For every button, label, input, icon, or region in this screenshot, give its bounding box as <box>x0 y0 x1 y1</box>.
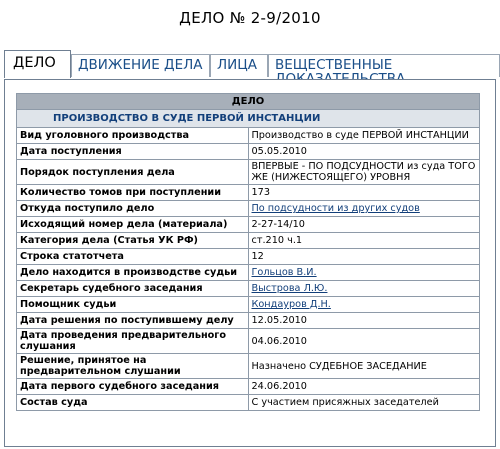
tab-material-evidence[interactable]: ВЕЩЕСТВЕННЫЕ <box>268 54 500 77</box>
row-value <box>248 265 480 281</box>
table-row <box>17 217 480 233</box>
row-value: 04.06.2010 <box>248 329 480 354</box>
row-value: 05.05.2010 <box>248 144 480 160</box>
row-label: Откуда поступило дело <box>17 201 249 217</box>
row-value: С участием присяжных заседателей <box>248 395 480 411</box>
tab-case-movement[interactable]: ДВИЖЕНИЕ ДЕЛА <box>71 54 210 77</box>
row-label: Дата поступления <box>17 144 249 160</box>
table-row <box>17 144 480 160</box>
row-label: Помощник судьи <box>17 297 249 313</box>
tab-persons[interactable]: ЛИЦА <box>210 54 268 77</box>
tab-bar <box>4 50 500 80</box>
row-label: Порядок поступления дела <box>17 160 249 185</box>
table-header: ДЕЛО <box>17 94 480 110</box>
row-value <box>248 201 480 217</box>
table-header-row <box>17 94 480 110</box>
row-label: Решение, принятое на предварительном слушании <box>17 354 249 379</box>
row-value: 12 <box>248 249 480 265</box>
case-title: ДЕЛО № 2-9/2010 <box>179 9 321 27</box>
row-value: Назначено СУДЕБНОЕ ЗАСЕДАНИЕ <box>248 354 480 379</box>
row-label: Количество томов при поступлении <box>17 185 249 201</box>
table-row <box>17 128 480 144</box>
table-row <box>17 354 480 379</box>
row-value: Производство в суде ПЕРВОЙ ИНСТАНЦИИ <box>248 128 480 144</box>
row-value: 173 <box>248 185 480 201</box>
row-label: Строка статотчета <box>17 249 249 265</box>
row-value: 2-27-14/10 <box>248 217 480 233</box>
source-court-link[interactable]: По подсудности из других судов <box>251 203 420 214</box>
table-row <box>17 281 480 297</box>
row-value: 12.05.2010 <box>248 313 480 329</box>
assistant-link[interactable]: Кондауров Д.Н. <box>251 299 331 310</box>
case-details-table <box>16 93 480 411</box>
row-label: Дело находится в производстве судьи <box>17 265 249 281</box>
secretary-link[interactable]: Выстрова Л.Ю. <box>251 283 328 294</box>
section-title-row <box>17 110 480 128</box>
row-label: Исходящий номер дела (материала) <box>17 217 249 233</box>
row-value <box>248 297 480 313</box>
table-row <box>17 313 480 329</box>
row-label: Состав суда <box>17 395 249 411</box>
table-row <box>17 265 480 281</box>
row-value <box>248 281 480 297</box>
table-row <box>17 379 480 395</box>
row-value: ВПЕРВЫЕ - ПО ПОДСУДНОСТИ из суда ТОГО ЖЕ (НИЖЕСТОЯЩЕГО) УРОВНЯ <box>248 160 480 185</box>
table-row <box>17 160 480 185</box>
table-row <box>17 233 480 249</box>
judge-link[interactable]: Гольцов В.И. <box>251 267 317 278</box>
row-label: Дата первого судебного заседания <box>17 379 249 395</box>
table-row <box>17 249 480 265</box>
table-row <box>17 201 480 217</box>
table-row <box>17 395 480 411</box>
row-value: 24.06.2010 <box>248 379 480 395</box>
row-value: ст.210 ч.1 <box>248 233 480 249</box>
table-row <box>17 185 480 201</box>
table-row <box>17 329 480 354</box>
table-row <box>17 297 480 313</box>
row-label: Дата проведения предварительного слушания <box>17 329 249 354</box>
row-label: Вид уголовного производства <box>17 128 249 144</box>
row-label: Категория дела (Статья УК РФ) <box>17 233 249 249</box>
row-label: Секретарь судебного заседания <box>17 281 249 297</box>
row-label: Дата решения по поступившему делу <box>17 313 249 329</box>
tab-case[interactable]: ДЕЛО <box>4 50 71 78</box>
section-title: ПРОИЗВОДСТВО В СУДЕ ПЕРВОЙ ИНСТАНЦИИ <box>17 110 480 128</box>
